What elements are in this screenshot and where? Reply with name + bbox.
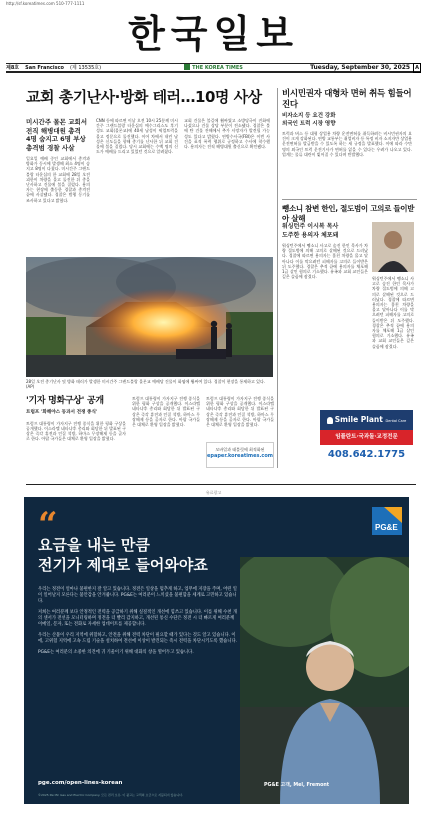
issue-date: Tuesday, September 30, 2025 (310, 63, 411, 71)
lead-col-2: CNN 등에 따르면 이날 오전 10시 25분께 미시간주 그랜드블랑 타운십의 예수그리스도 후기성도 교회(몰몬교)에 40세 남성이 픽업트럭을 몰고 정문으로 돌진했다. 이어 차에서 내린 남성은 신도들을 향해 총기를 난사한 뒤 교회 건물에 불을 질렀다. 당시 교회에는 수백 명의 신도가 예배를 드리고 있었던 것으로 알려졌다. (96, 118, 178, 155)
promo-line-1: 모바일과 태블릿에 최적화된 (215, 447, 265, 452)
promo-url[interactable]: epaper.koreatimes.com (207, 453, 274, 459)
customer-photo (240, 557, 409, 804)
pge-headline (38, 535, 228, 575)
church-fire-photo[interactable] (26, 257, 273, 377)
smile-plant-banner: Smile Plant Dental Care (320, 410, 413, 430)
bottom-left-text-cont: 트럼프 대통령이 가자지구 전쟁 종식을 위한 평화 구상을 공개했다. 이스라엘 네타냐후 총리와 회담한 뒤 발표된 구상은 즉각 휴전과 인질 석방, 하마스 무장해제 등을 골자로 한다. 아랍 국가들은 대체로 환영 입장을 밝혔다. (132, 396, 200, 428)
smile-phone[interactable]: 408.642.1775 (327, 449, 406, 460)
top-url[interactable]: http://sf.koreatimes.com 510-777-1111 (6, 1, 85, 6)
epaper-promo[interactable] (206, 442, 274, 468)
pge-headline-2: 전기가 제대로 들어와야죠 (38, 556, 208, 574)
quote-mark-icon: “ (38, 505, 58, 545)
dateline-right (283, 63, 421, 73)
brand-name: THE KOREA TIMES (144, 64, 282, 72)
lead-col-1: 일요일 예배 중인 교회에서 총격과 방화가 동시에 발생해 최소 4명이 숨지고 8명이 다쳤다. 미시간주 그랜드블랑 타운십의 한 교회에 28일 오전 괴한이 차량을 몰고 돌진한 뒤 총을 난사하고 건물에 불을 질렀다. 용의자는 현장에 출동한 경찰과 총격전 끝에 사살됐다. 경찰은 범행 동기를 조사하고 있다고 밝혔다. (26, 156, 90, 203)
pastor-portrait[interactable] (372, 222, 414, 272)
city-name: San Francisco (25, 64, 64, 71)
photo-credit: (AP) (26, 384, 35, 389)
right-top-subhead-1: 비자소지 등 요건 강화 (282, 113, 336, 119)
newspaper-title: 한국일보 (128, 11, 299, 56)
bottom-left-headline[interactable]: '기자 명화구상' 공개 (26, 396, 104, 406)
dateline (6, 63, 421, 73)
section-badge: A (415, 64, 419, 71)
paid-ad-label: 유료광고 (205, 490, 222, 495)
issue-number: (제 13535호) (69, 64, 102, 71)
right-mid-subhead-1: 워싱턴주 이시복 목사 (282, 223, 339, 230)
pge-url-link[interactable]: pge.com/open-lines-korean (38, 780, 123, 786)
dateline-left (6, 64, 144, 72)
pge-paragraph-3: 우리는 산불이 우리 지역에 위험하고, 안전을 위해 전력 차단이 필요할 때가 있다는 것도 알고 있습니다. 이에, 고위험 지역에 고속 드립 기술을 설치하여 전선에 이상이 발견되는 즉시 전력을 차단시키도록 했습니다. (38, 633, 237, 644)
pge-headline-1: 요금을 내는 만큼 (38, 536, 150, 554)
column-divider (277, 88, 278, 468)
right-top-headline[interactable]: 비시민권자 대형차 면허 취득 힘들어진다 (282, 89, 412, 110)
edition-number: 제8호 (6, 64, 20, 71)
pge-paragraph-1: 우리는 정전이 얼마나 불편한지 잘 알고 있습니다. 정전은 일상을 멈추게 하고, 업무에 지장을 주며, 어떤 일이 일어날지 모른다는 불안감을 안겨줍니다. PG&E는 여러분이 느끼셨을 불편함을 세계로 고민하고 있습니다. (38, 587, 237, 604)
section-divider (282, 199, 417, 200)
smile-plant-ad[interactable] (320, 410, 413, 472)
right-top-text: 트럭과 버스 등 대형 상업용 차량 운전면허를 취득하려는 비시민권자의 요건이 크게 강화된다. 연방 교통부는 취업비자 등 특정 비자 소지자만 상업용 운전면허를 발급받을 수 있도록 하는 새 규정을 발표했다. 이에 따라 수만 명의 외국인 트럭 운전기사가 면허를 잃을 수 있다는 우려가 나오고 있다. 업계는 물류 대란이 빚어질 수 있다며 반발했다. (282, 131, 412, 157)
lead-subheads (26, 118, 90, 246)
pge-paragraph-2: 저희는 여러분께 보다 안정적인 전력을 공급하기 위해 실질적인 개선에 힘쓰고 있습니다. 이를 위해 수천 개의 센서가 전선을 모니터링하며 정전을 더 빨리 감지하고, 개선된 통신 수단은 정전 시 더 빠르게 여러분께 이메일, 문자, 또는 전화로 자세한 업데이트를 제공합니다. (38, 610, 237, 627)
brand-logo-icon (184, 64, 190, 70)
photo-caption: 28일 오전 총기난사 및 방화 테러가 발생한 미시간주 그랜드블랑 몰몬교 예배당 건물이 화염에 휩싸여 있다. 경찰이 현장을 통제하고 있다. (AP) (26, 379, 266, 389)
bottom-left-text: 트럼프 대통령이 가자지구 전쟁 종식을 위한 평화 구상을 공개했다. 이스라엘 네타냐후 총리와 회담한 뒤 발표된 구상은 즉각 휴전과 인질 석방, 하마스 무장해제 등을 골자로 한다. 아랍 국가들은 대체로 환영 입장을 밝혔다. (26, 420, 126, 442)
lead-subhead-4: 총격범 경찰 사살 (26, 143, 75, 152)
right-top-subhead-2: 외국인 트럭 시장 영향 (282, 120, 336, 127)
right-mid-headline[interactable]: 뺑소니 참변 한인, 절도범이 고의로 들이받아 살해 (282, 204, 415, 223)
customer-caption: PG&E 고객, Mel, Fremont (264, 783, 330, 788)
right-mid-subhead-2: 도주한 용의자 체포돼 (282, 232, 339, 239)
pge-fine-print: ©2025 Pacific Gas and Electric Company. 모든 권리 보유. 이 광고는 고객의 요금으로 지불되지 않습니다. (38, 793, 184, 797)
lead-subhead-2: 전직 해병대원 총격 (26, 126, 81, 135)
lead-col-3: 교회 건물은 불길에 휩싸였고 소방당국이 진화에 나섰으나 건물 상당 부분이 전소됐다. 경찰은 불에 탄 건물 잔해에서 추가 사망자가 발견될 가능성도 있다고 밝혔다. 연방수사국(FBI)은 이번 사건을 표적 폭력 행위로 규정하고 수사에 착수했다. 용의자는 전직 해병대원 출신으로 확인됐다. (184, 118, 270, 150)
pge-body (38, 587, 238, 661)
bottom-left-story (26, 396, 126, 479)
tooth-icon (327, 417, 333, 424)
bottom-left-subhead: 트럼프 '화해야스 동과서 전쟁 종식' (26, 410, 98, 415)
pge-logo-icon (372, 507, 402, 535)
lead-subhead-3: 4명 숨지고 6명 부상 (26, 135, 86, 143)
ad-separator (26, 484, 416, 485)
right-mid-text: 워싱턴주에서 뺑소니 사고로 숨진 한인 목사가 차량 절도범에 의해 고의로 살해된 것으로 드러났다. 경찰에 따르면 용의자는 훔친 차량을 몰고 달아나다 이를 막으려던 피해자를 고의로 들이받은 뒤 도주했다. 경찰은 추적 끝에 용의자를 체포해 1급 살인 혐의로 기소했다. 유족과 교회 교인들은 깊은 슬픔에 잠겼다. (282, 243, 368, 280)
smile-services: 임플란트·국과돌·교정전문 (320, 430, 413, 445)
right-mid-text-cont: 워싱턴주에서 뺑소니 사고로 숨진 한인 목사가 차량 절도범에 의해 고의로 살해된 것으로 드러났다. 경찰에 따르면 용의자는 훔친 차량을 몰고 달아나다 이를 막으려던 피해자를 고의로 들이받은 뒤 도주했다. 경찰은 추적 끝에 용의자를 체포해 1급 살인 혐의로 기소했다. 유족과 교회 교인들은 깊은 슬픔에 잠겼다. (372, 276, 414, 349)
lead-headline[interactable]: 교회 총기난사·방화 테러…10명 사상 (26, 88, 262, 106)
masthead (0, 6, 427, 64)
lead-subhead-1: 미시간주 몰몬 교회서 (26, 118, 88, 126)
pge-logo-text: PG&E (375, 523, 398, 532)
bottom-left-text-cont-2: 트럼프 대통령이 가자지구 전쟁 종식을 위한 평화 구상을 공개했다. 이스라엘 네타냐후 총리와 회담한 뒤 발표된 구상은 즉각 휴전과 인질 석방, 하마스 무장해제 등을 골자로 한다. 아랍 국가들은 대체로 환영 입장을 밝혔다. (206, 396, 274, 428)
right-mid-subheads (282, 222, 367, 240)
smile-plant-sub: Dental Care (385, 419, 407, 423)
right-top-subheads (282, 113, 338, 128)
pge-ad[interactable] (24, 497, 409, 804)
pge-paragraph-4: PG&E는 여러분의 소중한 의견에 귀 기울이기 위해 대화의 창을 열어두고 있습니다. (38, 650, 194, 655)
